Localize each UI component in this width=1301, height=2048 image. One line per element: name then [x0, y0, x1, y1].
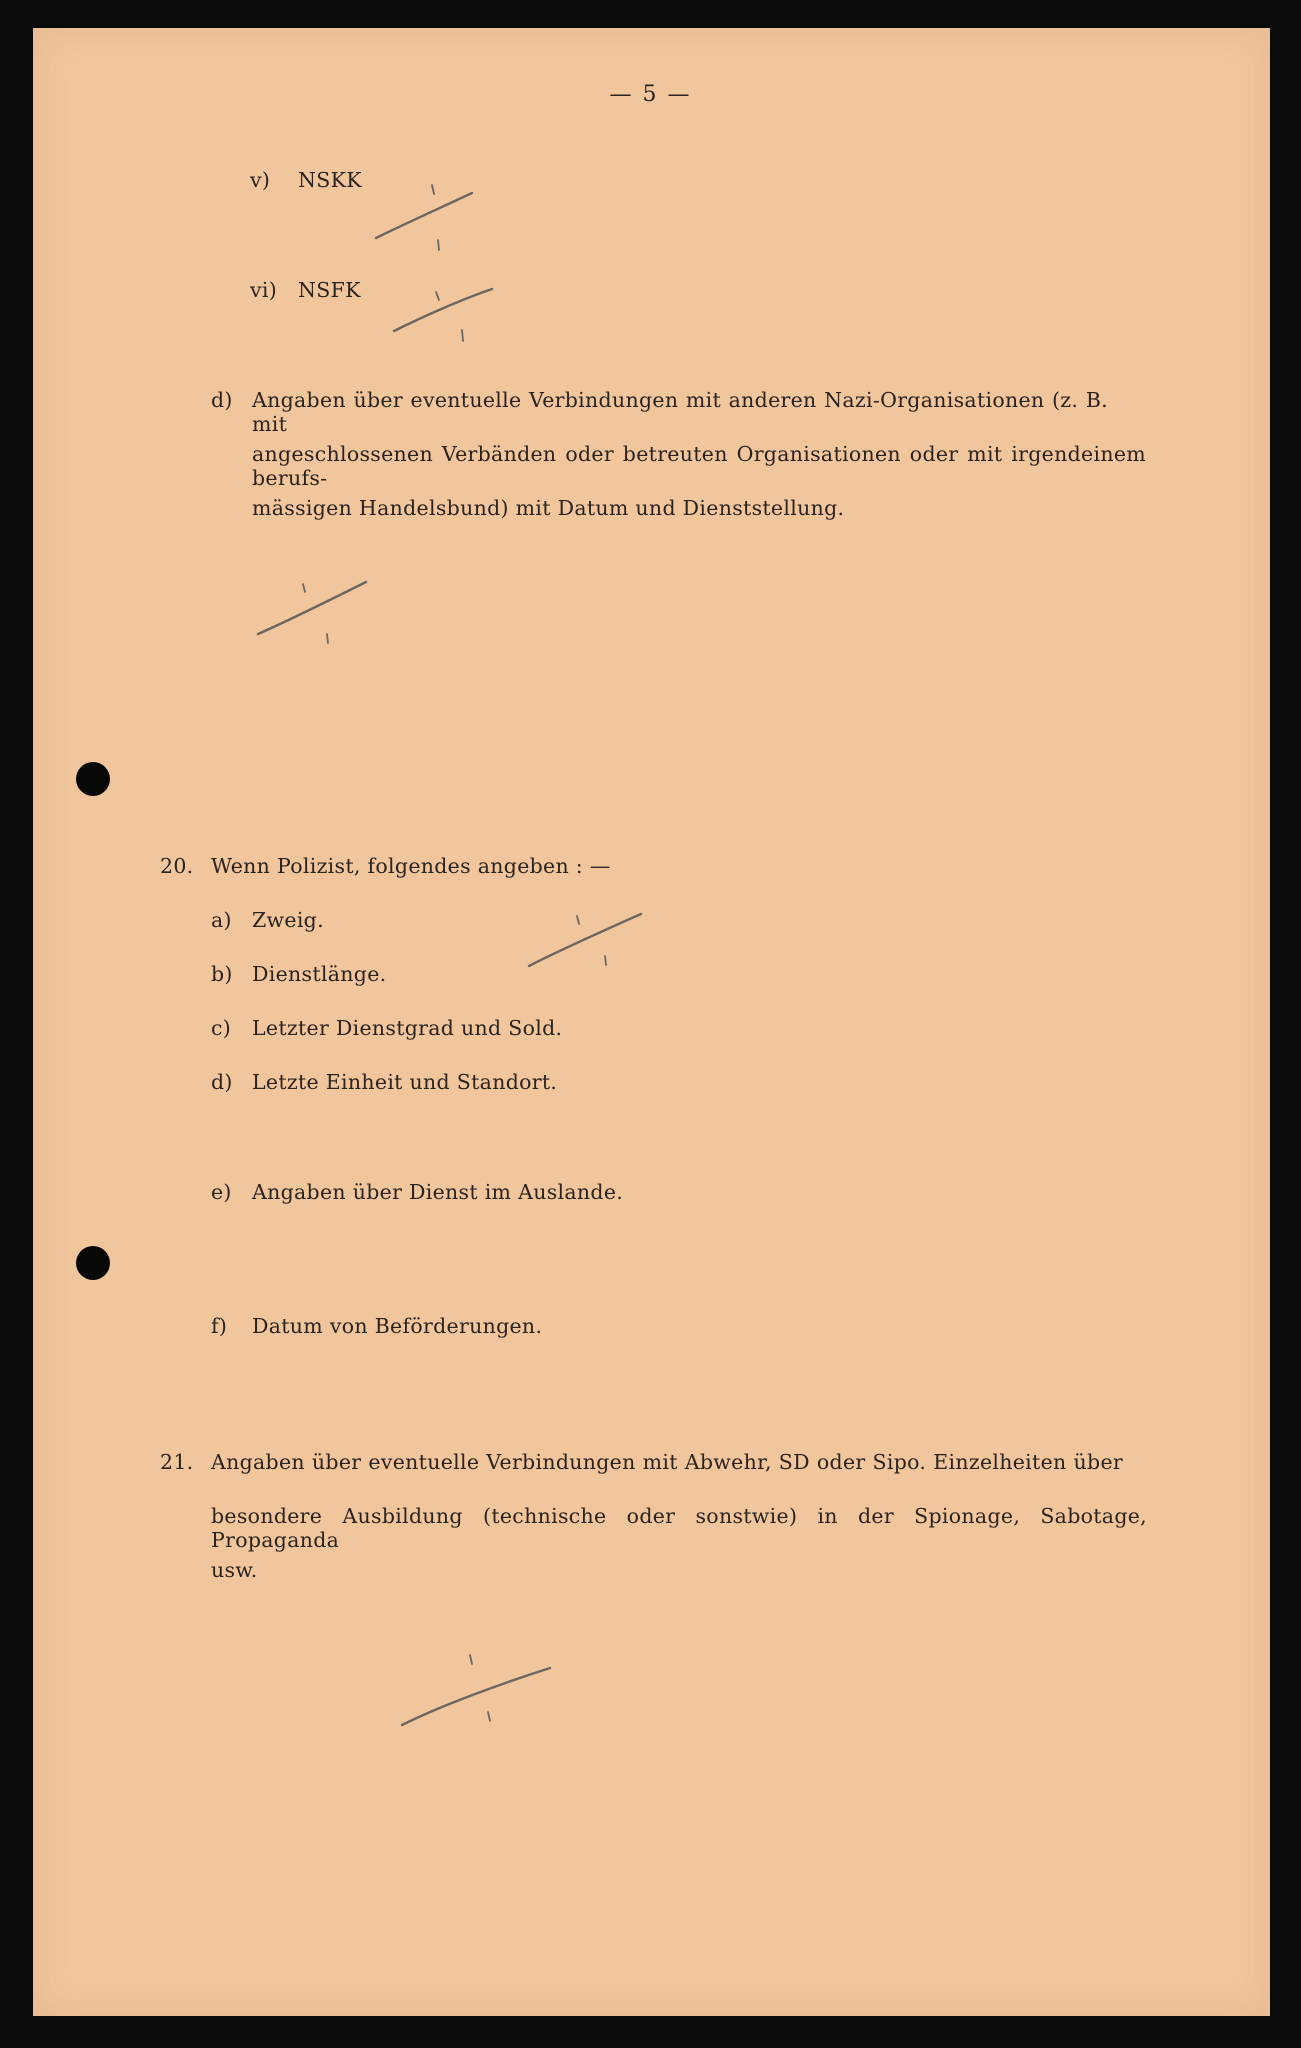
- q20-text-b: Dienstlänge.: [252, 962, 387, 986]
- q20-text-c: Letzter Dienstgrad und Sold.: [252, 1016, 563, 1040]
- item-text-nsfk: NSFK: [298, 278, 361, 302]
- q20-label-d: d): [211, 1070, 233, 1094]
- item-text-nskk: NSKK: [298, 168, 362, 192]
- q20-text-f: Datum von Beförderungen.: [252, 1314, 543, 1338]
- q20-label-a: a): [211, 908, 232, 932]
- q20-label-f: f): [211, 1314, 228, 1338]
- item-label-vi: vi): [250, 278, 278, 302]
- q20-label-c: c): [211, 1016, 232, 1040]
- q20-text-d: Letzte Einheit und Standort.: [252, 1070, 558, 1094]
- item-d-line-1: Angaben über eventuelle Verbindungen mit anderen Nazi-Organisationen (z. B. mit: [252, 388, 1108, 436]
- q20-text-e: Angaben über Dienst im Auslande.: [252, 1180, 624, 1204]
- punch-hole-top: [76, 762, 110, 796]
- item-d-line-3: mässigen Handelsbund) mit Datum und Dienststellung.: [252, 496, 845, 520]
- question-number-21: 21.: [160, 1450, 194, 1474]
- question-21-line-2: besondere Ausbildung (technische oder sonstwie) in der Spionage, Sabotage, Propaganda: [211, 1504, 1147, 1552]
- item-label-v: v): [250, 168, 271, 192]
- q20-text-a: Zweig.: [252, 908, 324, 932]
- question-21-line-3: usw.: [211, 1558, 258, 1582]
- question-21-line-1: Angaben über eventuelle Verbindungen mit Abwehr, SD oder Sipo. Einzelheiten über: [211, 1450, 1123, 1474]
- q20-label-b: b): [211, 962, 233, 986]
- item-d-line-2: angeschlossenen Verbänden oder betreuten Organisationen oder mit irgendeinem berufs-: [252, 442, 1146, 490]
- question-number-20: 20.: [160, 854, 194, 878]
- question-20-text: Wenn Polizist, folgendes angeben : —: [211, 854, 611, 878]
- punch-hole-bottom: [76, 1246, 110, 1280]
- item-label-d: d): [211, 388, 233, 412]
- q20-label-e: e): [211, 1180, 232, 1204]
- page-number: — 5 —: [609, 82, 692, 107]
